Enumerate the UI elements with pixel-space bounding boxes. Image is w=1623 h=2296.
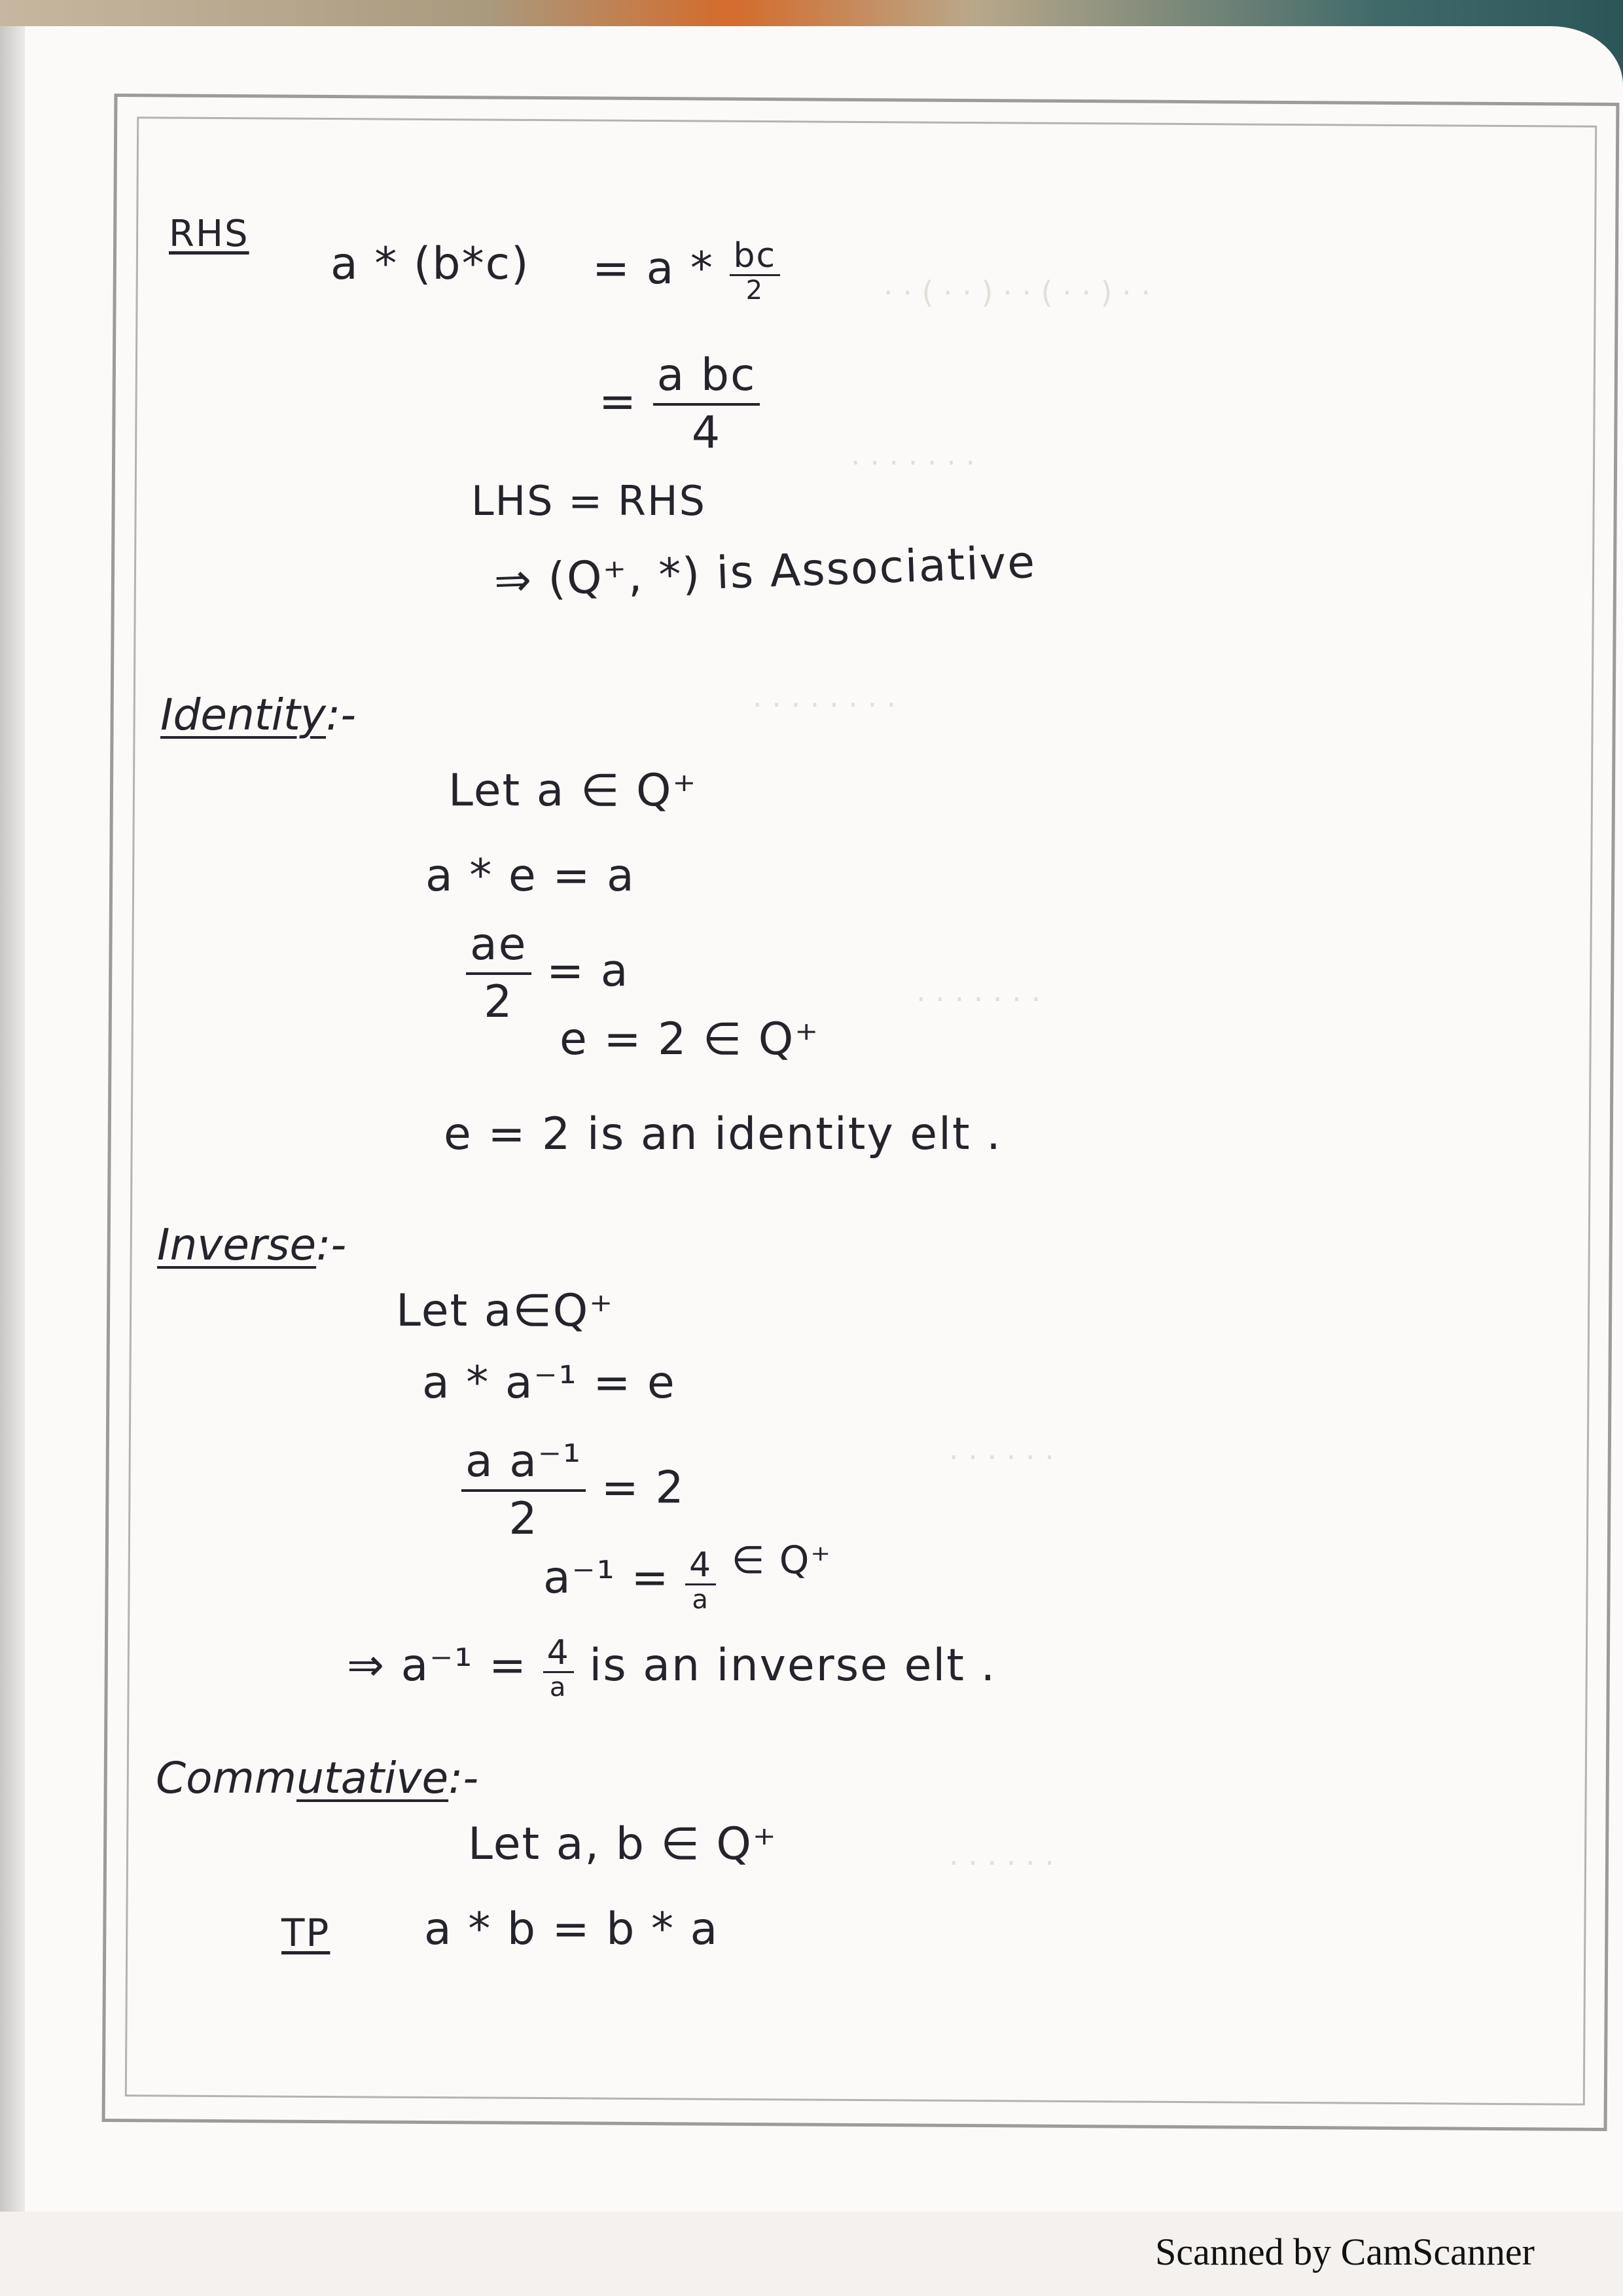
- fraction-denominator: a: [692, 1584, 709, 1615]
- rhs-step-1-prefix: = a *: [592, 243, 714, 295]
- fraction-4-over-a: [685, 1545, 716, 1615]
- inverse-heading: [157, 1220, 347, 1270]
- fraction-numerator: 4: [685, 1548, 716, 1585]
- inverse-value-lhs: a⁻¹ =: [543, 1552, 670, 1604]
- identity-heading: [160, 690, 357, 740]
- rhs-step-1: [592, 236, 780, 306]
- inverse-line-let: Let a∈Q⁺: [396, 1285, 615, 1337]
- inverse-line-fraction-rhs: = 2: [601, 1462, 685, 1514]
- fraction-numerator: bc: [730, 239, 781, 276]
- lhs-equals-rhs: LHS = RHS: [471, 477, 706, 525]
- show-through-texture: · · · · · ·: [949, 1439, 1054, 1475]
- inverse-value-rhs: ∈ Q⁺: [731, 1538, 832, 1582]
- identity-line-fraction: [466, 919, 630, 1028]
- fraction-denominator: 2: [484, 976, 514, 1028]
- identity-heading-text: Identity: [160, 690, 326, 740]
- show-through-texture: · · · · · · · ·: [753, 687, 897, 722]
- fraction-ae-over-2: [466, 919, 531, 1028]
- inverse-line-equation: a * a⁻¹ = e: [422, 1357, 676, 1409]
- commutative-equation: a * b = b * a: [424, 1903, 719, 1955]
- fraction-bc-over-2: [730, 236, 781, 306]
- fraction-abc-over-4: [653, 349, 760, 459]
- page-edge-shadow: [0, 26, 25, 2212]
- camscanner-watermark: Scanned by CamScanner: [1155, 2231, 1535, 2273]
- show-through-texture: · · ( · · ) · · ( · · ) · ·: [883, 275, 1151, 310]
- fraction-numerator: a bc: [653, 353, 760, 406]
- fraction-numerator: ae: [466, 923, 531, 975]
- fraction-denominator: 2: [745, 275, 764, 306]
- rhs-step-2-prefix: =: [599, 376, 637, 428]
- inverse-line-value: [543, 1538, 832, 1615]
- identity-line-fraction-rhs: = a: [546, 945, 630, 997]
- fraction-numerator: a a⁻¹: [461, 1439, 586, 1492]
- identity-line-value: e = 2 ∈ Q⁺: [560, 1014, 820, 1065]
- fraction-4-over-a: [543, 1633, 574, 1703]
- commutative-line-let: Let a, b ∈ Q⁺: [468, 1818, 777, 1870]
- associative-conclusion: ⇒ (Q⁺, *) is Associative: [493, 537, 1037, 607]
- show-through-texture: · · · · · · ·: [851, 445, 976, 480]
- fraction-numerator: 4: [543, 1636, 574, 1673]
- fraction-denominator: a: [549, 1672, 567, 1703]
- commutative-heading: [156, 1753, 479, 1803]
- commutative-heading-suffix: :-: [448, 1753, 479, 1803]
- tp-label: TP: [281, 1911, 330, 1955]
- inverse-line-fraction: [461, 1436, 685, 1545]
- identity-line-equation: a * e = a: [425, 850, 635, 902]
- show-through-texture: · · · · · · ·: [916, 981, 1041, 1017]
- fraction-aa-inverse-over-2: [461, 1436, 586, 1545]
- identity-heading-suffix: :-: [325, 690, 357, 740]
- rhs-label: RHS: [169, 213, 249, 255]
- fraction-denominator: 2: [508, 1493, 539, 1545]
- commutative-heading-prefix: Comm: [156, 1753, 297, 1803]
- inverse-conclusion-prefix: ⇒ a⁻¹ =: [347, 1640, 528, 1692]
- inverse-heading-text: Inverse: [157, 1220, 317, 1270]
- rhs-step-2: [599, 349, 760, 459]
- rhs-expression: a * (b*c): [330, 238, 530, 290]
- show-through-texture: · · · · · ·: [949, 1845, 1054, 1881]
- fraction-denominator: 4: [691, 407, 722, 459]
- identity-line-let: Let a ∈ Q⁺: [448, 765, 698, 817]
- identity-conclusion: e = 2 is an identity elt .: [444, 1108, 1002, 1160]
- inverse-heading-suffix: :-: [316, 1220, 347, 1270]
- commutative-heading-underlined: utative: [296, 1753, 449, 1803]
- inverse-conclusion-suffix: is an inverse elt .: [589, 1640, 997, 1692]
- inverse-conclusion: [347, 1633, 997, 1703]
